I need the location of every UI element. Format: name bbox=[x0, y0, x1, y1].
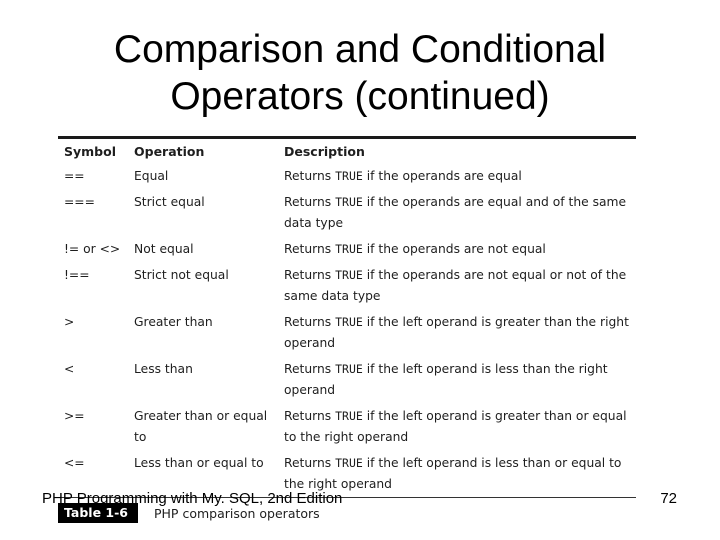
description-suffix: if the operands are not equal or not of the same data type bbox=[284, 268, 627, 303]
table-row bbox=[58, 189, 636, 236]
description-suffix: if the operands are equal bbox=[362, 169, 522, 183]
description-suffix: if the left operand is greater than the right operand bbox=[284, 315, 629, 350]
description-prefix: Returns bbox=[284, 456, 336, 470]
operator-description bbox=[278, 189, 636, 236]
description-keyword: TRUE bbox=[335, 409, 363, 423]
header-description: Description bbox=[284, 144, 365, 159]
table-row bbox=[58, 356, 636, 403]
description-suffix: if the operands are not equal bbox=[362, 242, 546, 256]
operator-description bbox=[278, 403, 636, 450]
description-suffix: if the left operand is less than the right operand bbox=[284, 362, 608, 397]
table-row bbox=[58, 262, 636, 309]
table-row bbox=[58, 309, 636, 356]
table-body bbox=[58, 163, 636, 497]
operator-description bbox=[278, 236, 636, 262]
operator-symbol: !== bbox=[64, 268, 90, 282]
description-keyword: TRUE bbox=[335, 268, 363, 282]
footer-book-title: PHP Programming with My. SQL, 2nd Edition bbox=[42, 490, 343, 507]
description-keyword: TRUE bbox=[335, 456, 363, 470]
operators-table-figure bbox=[58, 136, 636, 523]
operator-symbol: > bbox=[64, 315, 75, 329]
description-prefix: Returns bbox=[284, 362, 336, 376]
slide-title bbox=[0, 26, 720, 120]
operator-operation: Less than or equal to bbox=[134, 456, 264, 470]
description-suffix: if the left operand is greater than or equal to the right operand bbox=[284, 409, 627, 444]
operator-operation: Equal bbox=[134, 169, 169, 183]
description-prefix: Returns bbox=[284, 409, 336, 423]
description-keyword: TRUE bbox=[335, 242, 363, 256]
header-operation: Operation bbox=[134, 144, 205, 159]
operator-symbol: === bbox=[64, 195, 95, 209]
header-symbol: Symbol bbox=[64, 144, 116, 159]
operator-symbol: <= bbox=[64, 456, 85, 470]
description-prefix: Returns bbox=[284, 169, 336, 183]
description-suffix: if the operands are equal and of the same data type bbox=[284, 195, 627, 230]
operator-description bbox=[278, 356, 636, 403]
table-row bbox=[58, 163, 636, 189]
slide-title-line-2: Operators (continued) bbox=[170, 75, 550, 118]
operator-operation: Greater than bbox=[134, 315, 213, 329]
description-prefix: Returns bbox=[284, 315, 336, 329]
description-prefix: Returns bbox=[284, 268, 336, 282]
operator-operation: Strict not equal bbox=[134, 268, 229, 282]
slide-title-line-1: Comparison and Conditional bbox=[113, 28, 607, 71]
description-prefix: Returns bbox=[284, 195, 336, 209]
table-header-row bbox=[58, 139, 636, 163]
table-row bbox=[58, 403, 636, 450]
description-keyword: TRUE bbox=[335, 169, 363, 183]
operator-symbol: != or <> bbox=[64, 242, 121, 256]
comparison-operators-table bbox=[58, 139, 636, 497]
description-keyword: TRUE bbox=[335, 315, 363, 329]
footer-page-number: 72 bbox=[660, 490, 677, 507]
operator-description bbox=[278, 262, 636, 309]
description-keyword: TRUE bbox=[335, 195, 363, 209]
table-caption-text: PHP comparison operators bbox=[154, 505, 320, 521]
operator-symbol: >= bbox=[64, 409, 85, 423]
description-suffix: if the left operand is less than or equal to the right operand bbox=[284, 456, 622, 491]
operator-description bbox=[278, 309, 636, 356]
operator-symbol: < bbox=[64, 362, 75, 376]
operator-operation: Less than bbox=[134, 362, 193, 376]
operator-symbol: == bbox=[64, 169, 85, 183]
table-caption-label: Table 1-6 bbox=[58, 503, 138, 523]
description-prefix: Returns bbox=[284, 242, 336, 256]
table-row bbox=[58, 236, 636, 262]
operator-operation: Greater than or equal to bbox=[134, 409, 268, 444]
description-keyword: TRUE bbox=[335, 362, 363, 376]
operator-operation: Strict equal bbox=[134, 195, 205, 209]
operator-description bbox=[278, 163, 636, 189]
operator-operation: Not equal bbox=[134, 242, 194, 256]
